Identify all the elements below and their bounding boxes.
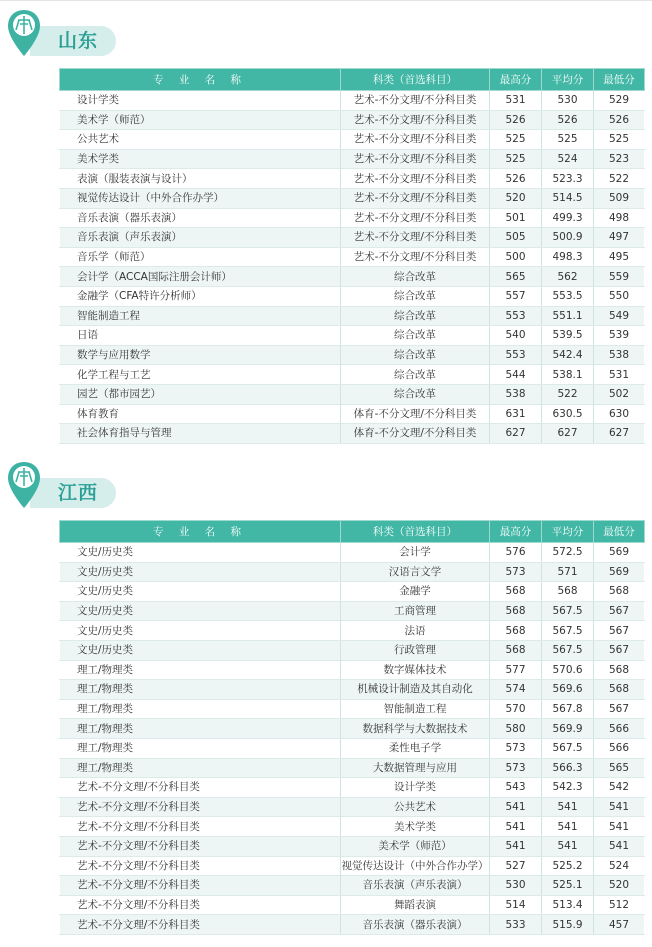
cell-col2: 视觉传达设计（中外合作办学）: [341, 856, 490, 876]
table-row: [60, 680, 645, 700]
cell-col2: 艺术-不分文理/不分科目类: [341, 188, 490, 208]
col-header-max: 最高分: [490, 521, 542, 543]
cell-col2: 柔性电子学: [341, 738, 490, 758]
cell-max-score: 543: [490, 778, 542, 798]
cell-min-score: 627: [594, 424, 645, 444]
table-row: [60, 267, 645, 287]
cell-col2: 体育-不分文理/不分科目类: [341, 404, 490, 424]
cell-max-score: 533: [490, 915, 542, 935]
cell-col2: 舞蹈表演: [341, 895, 490, 915]
cell-max-score: 574: [490, 680, 542, 700]
section-header: [0, 8, 652, 62]
table-row: [60, 110, 645, 130]
cell-col2: 艺术-不分文理/不分科目类: [341, 208, 490, 228]
table-row: [60, 365, 645, 385]
cell-avg-score: 553.5: [542, 286, 594, 306]
cell-col1: 数学与应用数学: [60, 345, 341, 365]
cell-max-score: 541: [490, 817, 542, 837]
cell-col2: 艺术-不分文理/不分科目类: [341, 228, 490, 248]
cell-col1: 艺术-不分文理/不分科目类: [60, 797, 341, 817]
cell-avg-score: 539.5: [542, 326, 594, 346]
cell-avg-score: 498.3: [542, 247, 594, 267]
cell-col2: 机械设计制造及其自动化: [341, 680, 490, 700]
table-row: [60, 91, 645, 111]
cell-min-score: 568: [594, 680, 645, 700]
location-pin-icon: [6, 8, 42, 60]
cell-col1: 艺术-不分文理/不分科目类: [60, 778, 341, 798]
cell-col2: 会计学: [341, 543, 490, 563]
table-row: [60, 562, 645, 582]
cell-col2: 艺术-不分文理/不分科目类: [341, 169, 490, 189]
cell-max-score: 530: [490, 876, 542, 896]
cell-col2: 汉语言文学: [341, 562, 490, 582]
cell-col2: 综合改革: [341, 267, 490, 287]
cell-min-score: 569: [594, 543, 645, 563]
table-row: [60, 778, 645, 798]
cell-max-score: 501: [490, 208, 542, 228]
cell-max-score: 541: [490, 797, 542, 817]
cell-col2: 美术学类: [341, 817, 490, 837]
cell-min-score: 541: [594, 817, 645, 837]
cell-avg-score: 566.3: [542, 758, 594, 778]
cell-avg-score: 567.5: [542, 621, 594, 641]
table-row: [60, 895, 645, 915]
province-title: 江西: [58, 482, 99, 504]
cell-col2: 综合改革: [341, 326, 490, 346]
cell-avg-score: 562: [542, 267, 594, 287]
cell-col1: 体育教育: [60, 404, 341, 424]
cell-min-score: 541: [594, 797, 645, 817]
cell-col2: 数据科学与大数据技术: [341, 719, 490, 739]
cell-col2: 公共艺术: [341, 797, 490, 817]
cell-min-score: 567: [594, 621, 645, 641]
cell-avg-score: 525.1: [542, 876, 594, 896]
cell-col2: 设计学类: [341, 778, 490, 798]
cell-avg-score: 522: [542, 384, 594, 404]
cell-min-score: 502: [594, 384, 645, 404]
table-row: [60, 601, 645, 621]
cell-col2: 工商管理: [341, 601, 490, 621]
cell-max-score: 573: [490, 738, 542, 758]
cell-avg-score: 500.9: [542, 228, 594, 248]
cell-min-score: 565: [594, 758, 645, 778]
cell-col1: 文史/历史类: [60, 621, 341, 641]
cell-col1: 日语: [60, 326, 341, 346]
cell-max-score: 544: [490, 365, 542, 385]
table-row: [60, 543, 645, 563]
cell-max-score: 526: [490, 169, 542, 189]
cell-col2: 音乐表演（声乐表演）: [341, 876, 490, 896]
cell-col1: 理工/物理类: [60, 758, 341, 778]
table-row: [60, 621, 645, 641]
cell-avg-score: 567.5: [542, 601, 594, 621]
cell-col1: 艺术-不分文理/不分科目类: [60, 836, 341, 856]
cell-col1: 理工/物理类: [60, 738, 341, 758]
table-row: [60, 384, 645, 404]
cell-min-score: 498: [594, 208, 645, 228]
cell-avg-score: 551.1: [542, 306, 594, 326]
cell-col1: 文史/历史类: [60, 640, 341, 660]
cell-avg-score: 515.9: [542, 915, 594, 935]
cell-col1: 美术学类: [60, 149, 341, 169]
cell-col2: 艺术-不分文理/不分科目类: [341, 130, 490, 150]
section-jiangxi: [0, 460, 652, 931]
cell-max-score: 631: [490, 404, 542, 424]
cell-max-score: 577: [490, 660, 542, 680]
cell-avg-score: 525.2: [542, 856, 594, 876]
cell-col1: 表演（服装表演与设计）: [60, 169, 341, 189]
cell-min-score: 539: [594, 326, 645, 346]
cell-max-score: 525: [490, 149, 542, 169]
cell-col2: 综合改革: [341, 384, 490, 404]
cell-col2: 综合改革: [341, 306, 490, 326]
cell-min-score: 529: [594, 91, 645, 111]
table-row: [60, 915, 645, 935]
cell-avg-score: 538.1: [542, 365, 594, 385]
table-row: [60, 876, 645, 896]
cell-max-score: 573: [490, 758, 542, 778]
cell-col2: 综合改革: [341, 365, 490, 385]
cell-col1: 艺术-不分文理/不分科目类: [60, 817, 341, 837]
col-header-min: 最低分: [594, 521, 645, 543]
cell-col1: 理工/物理类: [60, 680, 341, 700]
cell-min-score: 538: [594, 345, 645, 365]
province-tag: [30, 26, 116, 56]
cell-avg-score: 524: [542, 149, 594, 169]
cell-col1: 艺术-不分文理/不分科目类: [60, 915, 341, 935]
cell-max-score: 568: [490, 601, 542, 621]
cell-min-score: 567: [594, 640, 645, 660]
table-row: [60, 149, 645, 169]
cell-col2: 金融学: [341, 582, 490, 602]
cell-avg-score: 627: [542, 424, 594, 444]
cell-col1: 理工/物理类: [60, 699, 341, 719]
cell-avg-score: 542.4: [542, 345, 594, 365]
table-header-row: [60, 69, 645, 91]
cell-min-score: 531: [594, 365, 645, 385]
cell-col2: 美术学（师范）: [341, 836, 490, 856]
cell-max-score: 527: [490, 856, 542, 876]
cell-avg-score: 569.9: [542, 719, 594, 739]
table-row: [60, 660, 645, 680]
table-row: [60, 306, 645, 326]
cell-col1: 社会体育指导与管理: [60, 424, 341, 444]
cell-max-score: 573: [490, 562, 542, 582]
cell-max-score: 541: [490, 836, 542, 856]
cell-min-score: 497: [594, 228, 645, 248]
cell-avg-score: 499.3: [542, 208, 594, 228]
table-row: [60, 228, 645, 248]
table-row: [60, 188, 645, 208]
province-title: 山东: [58, 30, 99, 52]
score-table-shandong: [59, 68, 645, 444]
cell-avg-score: 513.4: [542, 895, 594, 915]
cell-min-score: 495: [594, 247, 645, 267]
cell-avg-score: 525: [542, 130, 594, 150]
table-row: [60, 169, 645, 189]
col-header-category: 科类（首选科目）: [341, 521, 490, 543]
cell-min-score: 567: [594, 601, 645, 621]
cell-max-score: 514: [490, 895, 542, 915]
cell-min-score: 526: [594, 110, 645, 130]
cell-min-score: 509: [594, 188, 645, 208]
cell-max-score: 538: [490, 384, 542, 404]
cell-col2: 综合改革: [341, 286, 490, 306]
table-row: [60, 404, 645, 424]
cell-max-score: 500: [490, 247, 542, 267]
cell-avg-score: 572.5: [542, 543, 594, 563]
cell-col1: 文史/历史类: [60, 543, 341, 563]
table-row: [60, 130, 645, 150]
col-header-avg: 平均分: [542, 69, 594, 91]
cell-avg-score: 514.5: [542, 188, 594, 208]
cell-col1: 会计学（ACCA国际注册会计师）: [60, 267, 341, 287]
cell-col2: 体育-不分文理/不分科目类: [341, 424, 490, 444]
table-row: [60, 738, 645, 758]
cell-max-score: 570: [490, 699, 542, 719]
cell-col1: 设计学类: [60, 91, 341, 111]
table-row: [60, 797, 645, 817]
cell-max-score: 526: [490, 110, 542, 130]
cell-min-score: 525: [594, 130, 645, 150]
cell-avg-score: 523.3: [542, 169, 594, 189]
score-table-jiangxi: [59, 520, 645, 935]
cell-avg-score: 570.6: [542, 660, 594, 680]
top-divider: [0, 0, 652, 1]
province-tag: [30, 478, 116, 508]
table-row: [60, 286, 645, 306]
cell-col1: 艺术-不分文理/不分科目类: [60, 856, 341, 876]
cell-col2: 艺术-不分文理/不分科目类: [341, 247, 490, 267]
cell-min-score: 542: [594, 778, 645, 798]
cell-min-score: 541: [594, 836, 645, 856]
cell-max-score: 553: [490, 345, 542, 365]
cell-col2: 法语: [341, 621, 490, 641]
cell-max-score: 540: [490, 326, 542, 346]
cell-col2: 综合改革: [341, 345, 490, 365]
table-row: [60, 345, 645, 365]
location-pin-icon: [6, 460, 42, 512]
section-shandong: [0, 8, 652, 440]
table-row: [60, 326, 645, 346]
cell-max-score: 505: [490, 228, 542, 248]
cell-min-score: 520: [594, 876, 645, 896]
cell-max-score: 520: [490, 188, 542, 208]
cell-max-score: 557: [490, 286, 542, 306]
cell-min-score: 523: [594, 149, 645, 169]
cell-max-score: 565: [490, 267, 542, 287]
cell-min-score: 522: [594, 169, 645, 189]
cell-avg-score: 567.5: [542, 738, 594, 758]
cell-col1: 艺术-不分文理/不分科目类: [60, 876, 341, 896]
cell-col1: 智能制造工程: [60, 306, 341, 326]
table-header-row: [60, 521, 645, 543]
cell-col1: 文史/历史类: [60, 562, 341, 582]
table-row: [60, 817, 645, 837]
cell-col2: 智能制造工程: [341, 699, 490, 719]
cell-avg-score: 530: [542, 91, 594, 111]
cell-min-score: 567: [594, 699, 645, 719]
table-row: [60, 758, 645, 778]
table-row: [60, 640, 645, 660]
cell-col1: 文史/历史类: [60, 582, 341, 602]
cell-max-score: 531: [490, 91, 542, 111]
cell-col1: 理工/物理类: [60, 719, 341, 739]
col-header-avg: 平均分: [542, 521, 594, 543]
col-header-max: 最高分: [490, 69, 542, 91]
cell-col1: 音乐表演（器乐表演）: [60, 208, 341, 228]
cell-max-score: 525: [490, 130, 542, 150]
cell-max-score: 627: [490, 424, 542, 444]
cell-avg-score: 630.5: [542, 404, 594, 424]
table-row: [60, 582, 645, 602]
cell-max-score: 568: [490, 582, 542, 602]
table-row: [60, 247, 645, 267]
table-row: [60, 699, 645, 719]
col-header-category: 科类（首选科目）: [341, 69, 490, 91]
cell-max-score: 580: [490, 719, 542, 739]
cell-max-score: 568: [490, 640, 542, 660]
cell-avg-score: 569.6: [542, 680, 594, 700]
cell-col1: 艺术-不分文理/不分科目类: [60, 895, 341, 915]
cell-col2: 数字媒体技术: [341, 660, 490, 680]
cell-col1: 公共艺术: [60, 130, 341, 150]
cell-min-score: 559: [594, 267, 645, 287]
cell-col1: 音乐表演（声乐表演）: [60, 228, 341, 248]
cell-col2: 艺术-不分文理/不分科目类: [341, 110, 490, 130]
cell-avg-score: 567.8: [542, 699, 594, 719]
cell-min-score: 568: [594, 660, 645, 680]
cell-avg-score: 541: [542, 836, 594, 856]
table-row: [60, 424, 645, 444]
cell-avg-score: 571: [542, 562, 594, 582]
cell-col1: 化学工程与工艺: [60, 365, 341, 385]
cell-col1: 文史/历史类: [60, 601, 341, 621]
cell-min-score: 549: [594, 306, 645, 326]
cell-min-score: 550: [594, 286, 645, 306]
cell-col2: 行政管理: [341, 640, 490, 660]
cell-col1: 美术学（师范）: [60, 110, 341, 130]
cell-min-score: 566: [594, 719, 645, 739]
cell-min-score: 457: [594, 915, 645, 935]
table-row: [60, 856, 645, 876]
table-row: [60, 208, 645, 228]
cell-col2: 艺术-不分文理/不分科目类: [341, 149, 490, 169]
section-header: [0, 460, 652, 514]
cell-col1: 理工/物理类: [60, 660, 341, 680]
cell-min-score: 630: [594, 404, 645, 424]
col-header-major: 专 业 名 称: [60, 521, 341, 543]
col-header-major: 专 业 名 称: [60, 69, 341, 91]
cell-max-score: 576: [490, 543, 542, 563]
table-row: [60, 719, 645, 739]
cell-min-score: 524: [594, 856, 645, 876]
cell-col2: 大数据管理与应用: [341, 758, 490, 778]
table-row: [60, 836, 645, 856]
cell-min-score: 566: [594, 738, 645, 758]
col-header-min: 最低分: [594, 69, 645, 91]
cell-min-score: 569: [594, 562, 645, 582]
cell-avg-score: 541: [542, 797, 594, 817]
cell-avg-score: 542.3: [542, 778, 594, 798]
cell-col1: 金融学（CFA特许分析师）: [60, 286, 341, 306]
cell-col2: 音乐表演（器乐表演）: [341, 915, 490, 935]
cell-min-score: 512: [594, 895, 645, 915]
cell-max-score: 568: [490, 621, 542, 641]
cell-avg-score: 526: [542, 110, 594, 130]
cell-col2: 艺术-不分文理/不分科目类: [341, 91, 490, 111]
cell-col1: 视觉传达设计（中外合作办学）: [60, 188, 341, 208]
cell-avg-score: 541: [542, 817, 594, 837]
cell-max-score: 553: [490, 306, 542, 326]
cell-avg-score: 567.5: [542, 640, 594, 660]
cell-min-score: 568: [594, 582, 645, 602]
cell-col1: 音乐学（师范）: [60, 247, 341, 267]
cell-col1: 园艺（都市园艺）: [60, 384, 341, 404]
cell-avg-score: 568: [542, 582, 594, 602]
